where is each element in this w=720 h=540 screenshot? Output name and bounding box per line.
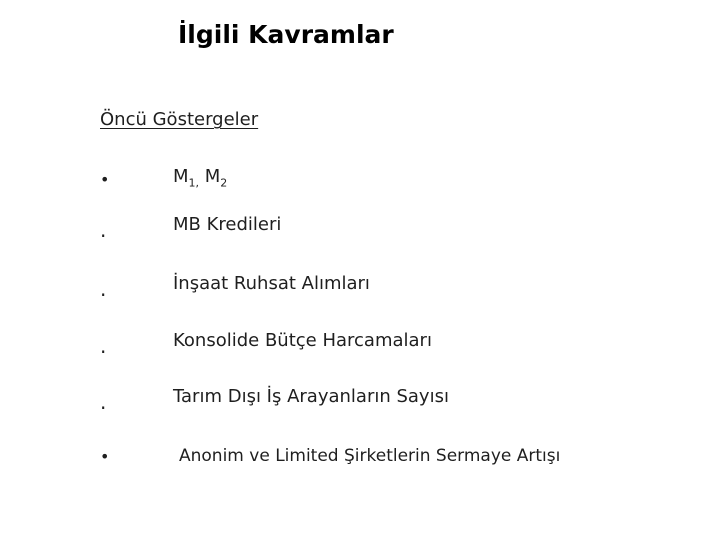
bullet-icon: . (100, 390, 107, 414)
list-item-text: Tarım Dışı İş Arayanların Sayısı (173, 386, 449, 407)
m-symbol: M (173, 166, 189, 187)
slide-title: İlgili Kavramlar (178, 20, 394, 49)
bullet-icon: • (100, 170, 110, 189)
bullet-icon: . (100, 277, 107, 301)
list-item (0, 445, 720, 475)
list-item-text: MB Kredileri (173, 214, 282, 235)
bullet-icon: . (100, 218, 107, 242)
list-item-text: Konsolide Bütçe Harcamaları (173, 330, 432, 351)
list-item (0, 166, 720, 196)
list-item (0, 386, 720, 416)
list-item-text: Anonim ve Limited Şirketlerin Sermaye Artışı (179, 446, 561, 466)
list-item (0, 330, 720, 360)
list-item-text: İnşaat Ruhsat Alımları (173, 273, 370, 294)
bullet-icon: . (100, 334, 107, 358)
bullet-icon: • (100, 447, 110, 466)
list-item (0, 214, 720, 244)
slide-subtitle: Öncü Göstergeler (100, 109, 259, 130)
subscript: 1, (188, 176, 200, 190)
list-item-text (173, 166, 227, 190)
m-symbol: M (199, 166, 221, 187)
list-item (0, 273, 720, 303)
subscript: 2 (220, 176, 228, 190)
